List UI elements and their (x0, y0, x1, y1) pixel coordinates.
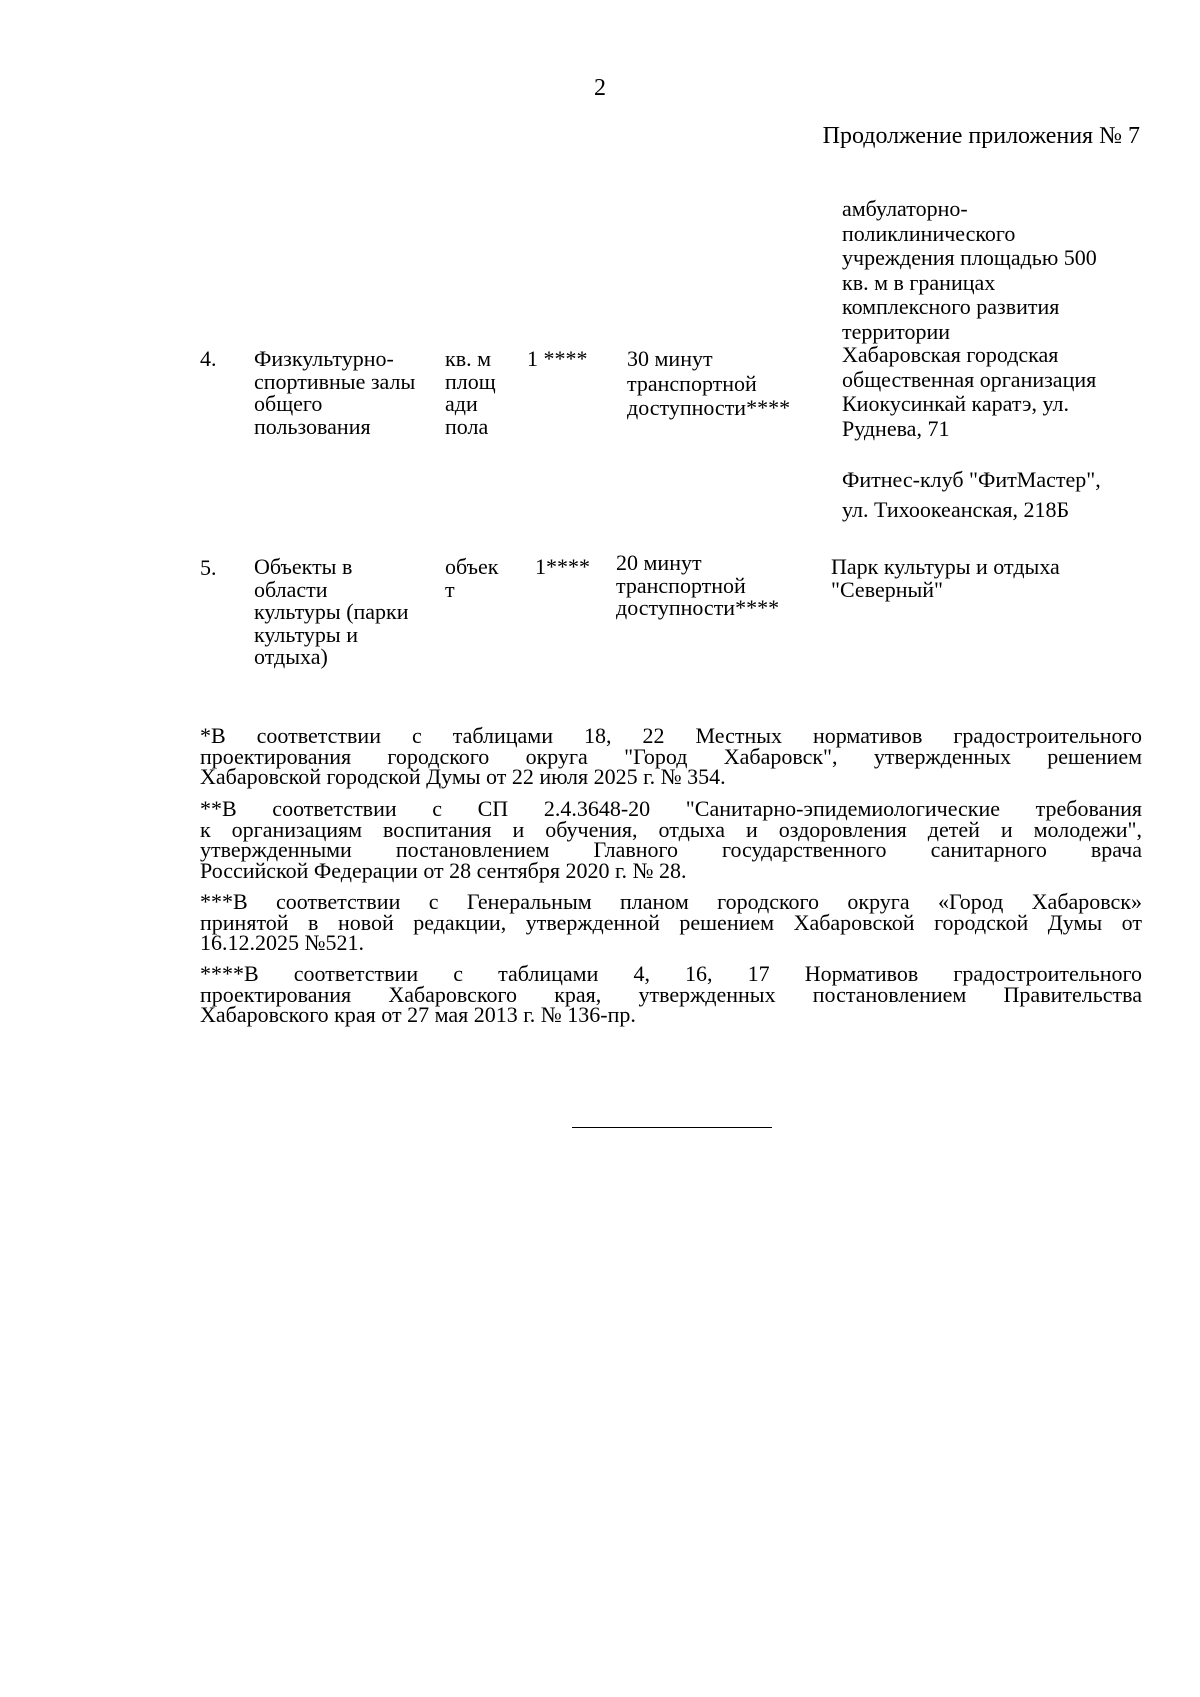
row-unit (445, 348, 496, 438)
row-object-line: Хабаровская городская (842, 342, 1059, 367)
row-access-line: доступности**** (627, 395, 791, 420)
row-value: 1**** (535, 554, 590, 579)
footnote-line: проектирования городского округа "Город Хабаровск", утвержденных решением (200, 743, 1142, 769)
row-object-line: ул. Тихоокеанская, 218Б (842, 497, 1070, 522)
row-object-line: Фитнес-клуб "ФитМастер", (842, 467, 1101, 492)
row-name-line: отдыха) (254, 644, 328, 669)
row-unit (445, 556, 498, 601)
row-name-line: культуры и (254, 621, 358, 647)
row-name (254, 348, 415, 438)
row-name-line: пользования (254, 413, 371, 439)
row-object-line: общественная организация (842, 366, 1097, 392)
footnote-line: ****В соответствии с таблицами 4, 16, 17 Нормативов градостроительного (200, 961, 1142, 986)
row-name (254, 556, 409, 669)
footnote-line: принятой в новой редакции, утвержденной решением Хабаровской городской Думы от (200, 909, 1142, 935)
row-name-line: области (254, 576, 328, 602)
row-object (842, 343, 1096, 441)
row-object-line: Киокусинкай каратэ, ул. (842, 391, 1069, 416)
continuation-line: учреждения площадью 500 (842, 245, 1097, 270)
row-unit-line: кв. м (445, 346, 491, 371)
appendix-caption: Продолжение приложения № 7 (822, 123, 1140, 149)
end-divider (572, 1127, 772, 1128)
row-name-line: общего (254, 391, 323, 416)
footnote-line: Хабаровской городской Думы от 22 июля 2025 г. № 354. (200, 764, 726, 789)
row-unit-line: ади (445, 391, 478, 416)
row-name-line: культуры (парки (254, 599, 409, 624)
footnote-line: ***В соответствии с Генеральным планом городского округа «Город Хабаровск» (200, 889, 1142, 914)
footnote-line: Хабаровского края от 27 мая 2013 г. № 136-пр. (200, 1002, 636, 1027)
row-value: 1 **** (527, 346, 588, 371)
row-access-line: транспортной (616, 572, 746, 598)
footnote-line: **В соответствии с СП 2.4.3648-20 "Санитарно-эпидемиологические требования (200, 796, 1142, 821)
row-unit-line: площ (445, 368, 496, 394)
footnote (200, 796, 1142, 883)
row-unit-line: пола (445, 413, 489, 439)
page-number: 2 (594, 75, 606, 101)
row-name-line: Физкультурно- (254, 346, 394, 371)
row-object (842, 465, 1101, 525)
row-object (831, 556, 1060, 601)
row-access (627, 347, 790, 421)
row-name-line: спортивные залы (254, 368, 416, 394)
row-object-line: "Северный" (831, 576, 944, 602)
row-access-line: доступности**** (616, 595, 780, 620)
row-access-line: 20 минут (616, 550, 702, 575)
footnote (200, 961, 1142, 1027)
footnote-line: *В соответствии с таблицами 18, 22 Местных нормативов градостроительного (200, 723, 1142, 748)
objects-continuation (842, 197, 1097, 344)
footnote-line: утвержденными постановлением Главного государственного санитарного врача (200, 837, 1142, 862)
continuation-line: амбулаторно- (842, 196, 968, 221)
row-number: 5. (200, 555, 217, 580)
row-object-line: Руднева, 71 (842, 415, 950, 441)
footnote-line: проектирования Хабаровского края, утвержденных постановлением Правительства (200, 981, 1142, 1007)
continuation-line: комплексного развития (842, 294, 1060, 319)
row-access-line: транспортной (627, 370, 757, 396)
row-unit-line: т (445, 576, 455, 602)
footnote (200, 723, 1142, 789)
row-name-line: Объекты в (254, 554, 353, 579)
row-access (616, 552, 779, 620)
continuation-line: территории (842, 318, 951, 344)
row-object-line: Парк культуры и отдыха (831, 554, 1060, 579)
row-access-line: 30 минут (627, 346, 713, 371)
continuation-line: поликлинического (842, 220, 1016, 246)
footnote-line: Российской Федерации от 28 сентября 2020 г. № 28. (200, 857, 687, 883)
footnote (200, 889, 1142, 955)
row-number: 4. (200, 346, 217, 371)
row-unit-line: объек (445, 554, 499, 579)
continuation-line: кв. м в границах (842, 269, 996, 295)
footnote-line: к организациям воспитания и обучения, отдыха и оздоровления детей и молодежи", (200, 816, 1142, 842)
footnote-line: 16.12.2025 №521. (200, 930, 364, 955)
